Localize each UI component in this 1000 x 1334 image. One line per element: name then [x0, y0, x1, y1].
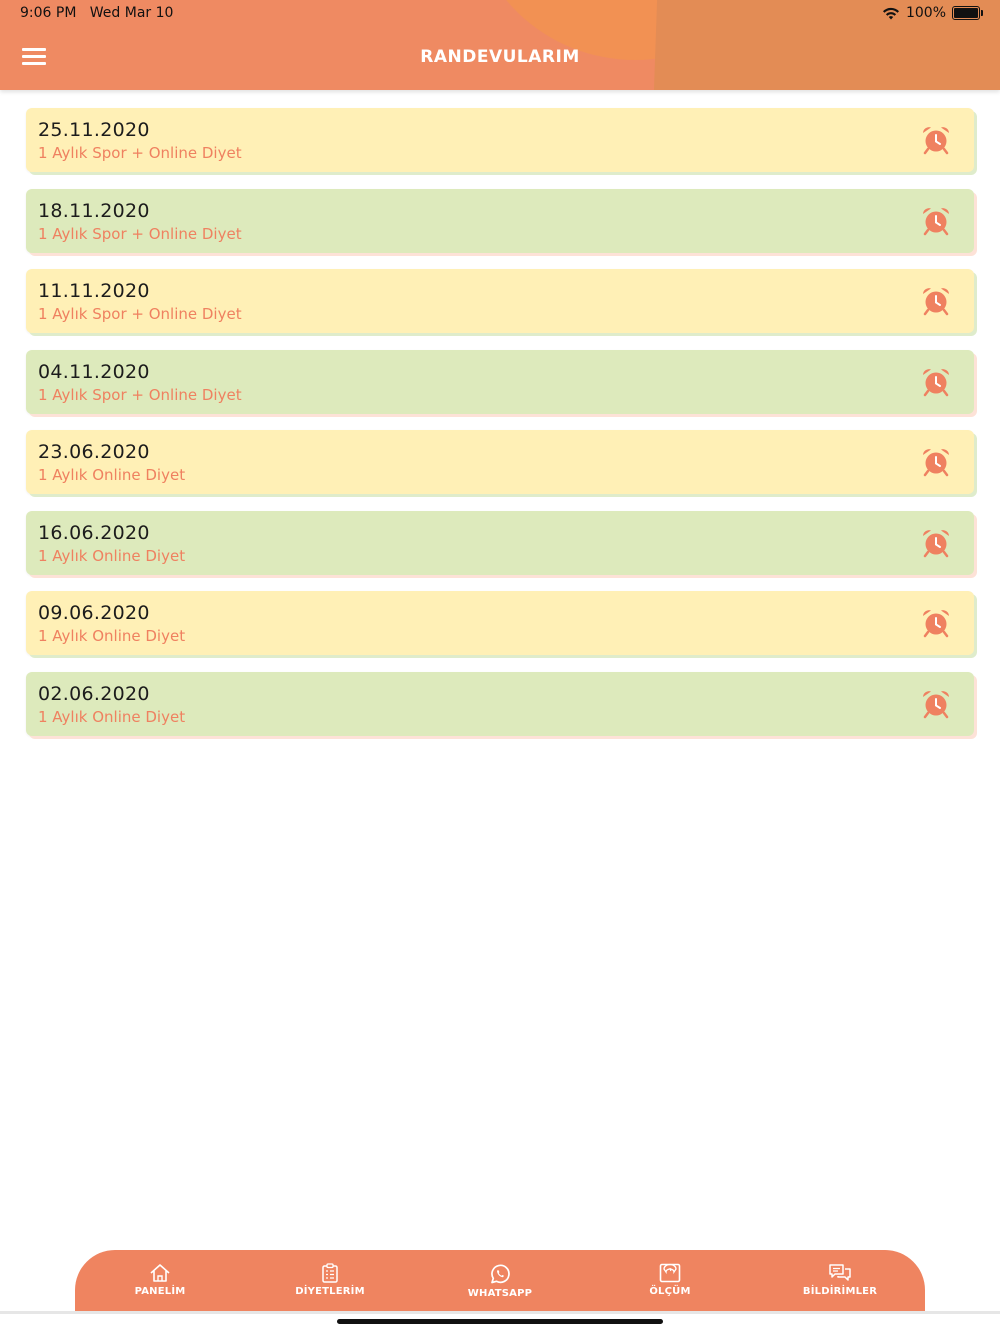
alarm-clock-icon [920, 124, 952, 156]
chat-bubbles-icon [828, 1263, 852, 1283]
status-bar-time [20, 5, 173, 21]
status-date: Wed Mar 10 [89, 5, 174, 21]
nav-item-panelim[interactable] [75, 1250, 245, 1297]
scale-icon [659, 1263, 681, 1283]
alarm-clock-icon [920, 607, 952, 639]
appointment-package: 1 Aylık Online Diyet [38, 546, 186, 565]
appointment-card[interactable] [26, 269, 974, 333]
appointment-date: 11.11.2020 [38, 280, 150, 302]
alarm-clock-icon [920, 205, 952, 237]
appointment-package: 1 Aylık Online Diyet [38, 707, 186, 726]
status-bar-right [882, 5, 980, 21]
appointment-date: 23.06.2020 [38, 441, 150, 463]
divider [0, 1311, 1000, 1314]
page-title: RANDEVULARIM [420, 47, 580, 67]
appointment-date: 04.11.2020 [38, 360, 150, 383]
appointment-card[interactable] [26, 430, 974, 494]
alarm-clock-icon [920, 366, 952, 398]
nav-item-bildirimler[interactable] [755, 1250, 925, 1297]
nav-item-olcum[interactable] [585, 1250, 755, 1297]
appointment-card[interactable] [26, 511, 974, 575]
appointment-date: 18.11.2020 [38, 199, 150, 222]
status-time: 9:06 PM [20, 5, 77, 21]
appointment-package: 1 Aylık Online Diyet [38, 627, 186, 645]
alarm-clock-icon [920, 688, 952, 720]
battery-icon [952, 6, 980, 20]
alarm-clock-icon [920, 446, 952, 478]
nav-label: ÖLÇÜM [649, 1286, 691, 1297]
nav-label: WHATSAPP [467, 1288, 533, 1299]
battery-percent: 100% [905, 5, 946, 21]
alarm-clock-icon [920, 285, 952, 317]
appointment-package: 1 Aylık Online Diyet [38, 466, 186, 484]
nav-item-diyetlerim[interactable] [245, 1250, 415, 1297]
clipboard-list-icon [320, 1263, 340, 1283]
appointment-card[interactable] [26, 189, 974, 253]
appointment-package: 1 Aylık Spor + Online Diyet [38, 385, 242, 404]
appointment-card[interactable] [26, 672, 974, 736]
appointment-date: 09.06.2020 [38, 602, 150, 624]
home-icon [149, 1263, 171, 1283]
app-header [0, 0, 1000, 90]
appointment-date: 25.11.2020 [38, 119, 150, 141]
wifi-icon [882, 7, 900, 20]
appointment-package: 1 Aylık Spor + Online Diyet [38, 305, 242, 323]
nav-label: BİLDİRİMLER [802, 1286, 878, 1297]
appointment-date: 02.06.2020 [38, 682, 150, 705]
nav-item-whatsapp[interactable] [415, 1250, 585, 1299]
appointment-card[interactable] [26, 108, 974, 172]
appointment-card[interactable] [26, 591, 974, 655]
appointment-card[interactable] [26, 350, 974, 414]
alarm-clock-icon [920, 527, 952, 559]
appointment-package: 1 Aylık Spor + Online Diyet [38, 144, 242, 162]
nav-label: DİYETLERİM [295, 1286, 365, 1297]
appointment-date: 16.06.2020 [38, 521, 150, 544]
nav-label: PANELİM [134, 1286, 186, 1297]
home-indicator [337, 1319, 663, 1324]
whatsapp-icon [489, 1263, 511, 1285]
bottom-nav [75, 1250, 925, 1312]
appointment-package: 1 Aylık Spor + Online Diyet [38, 224, 242, 243]
appointment-list [26, 108, 974, 752]
